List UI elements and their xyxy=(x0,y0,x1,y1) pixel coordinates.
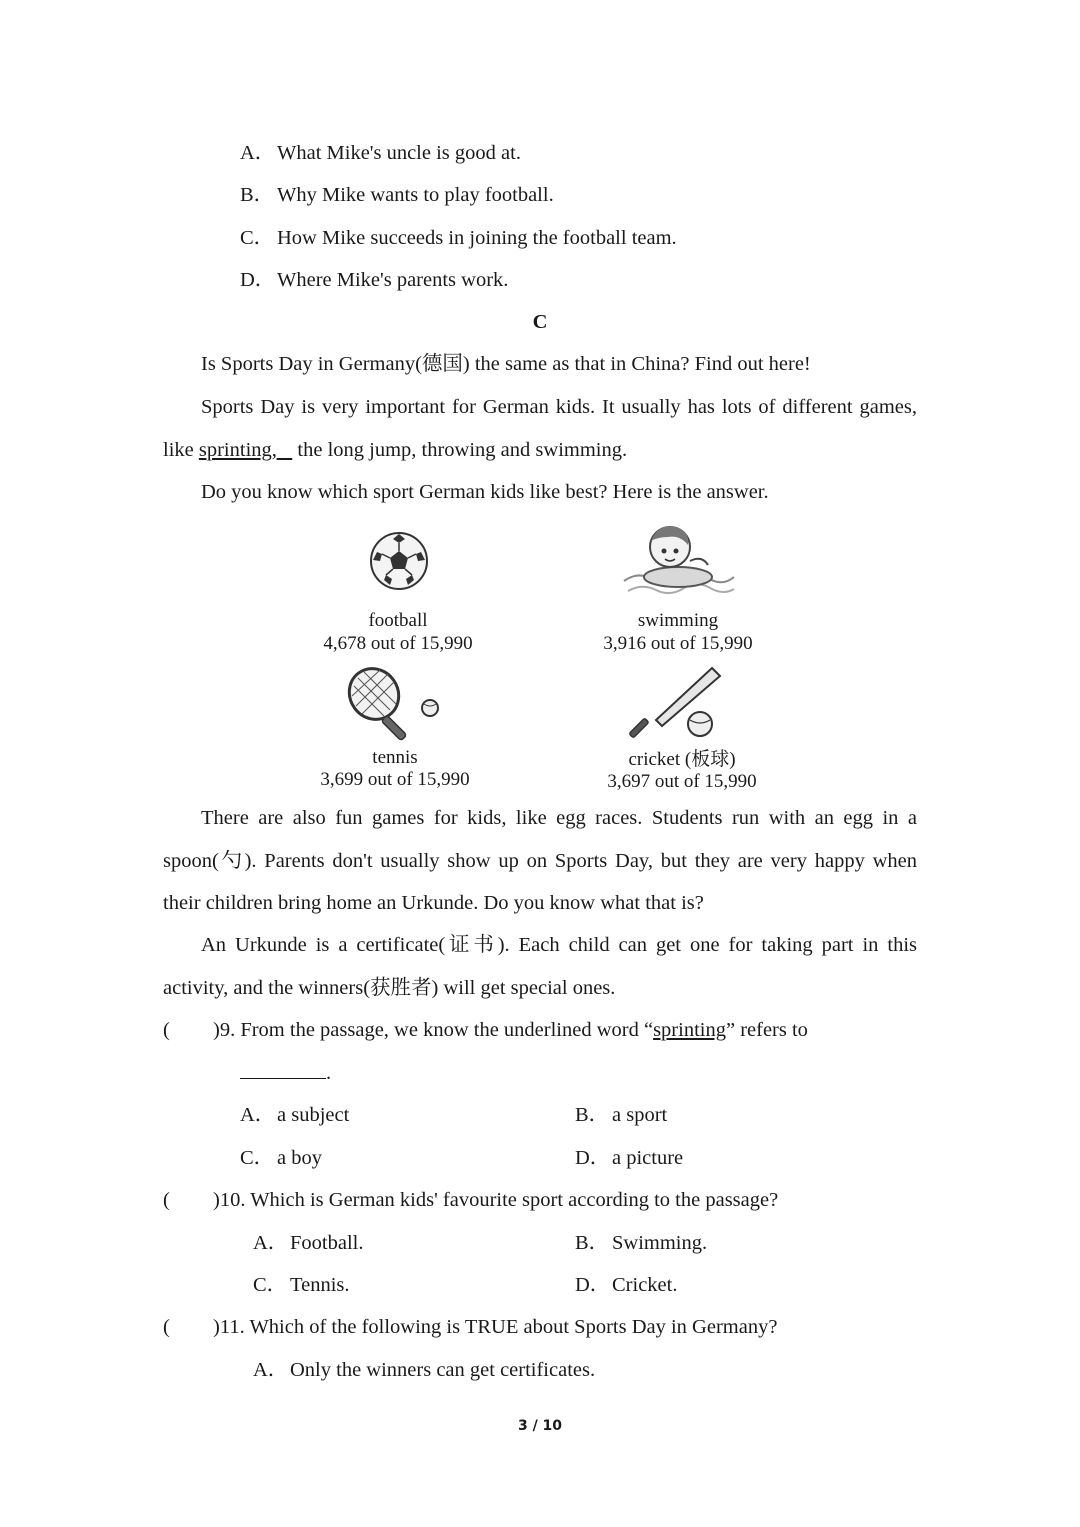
underlined-word-sprinting: sprinting, xyxy=(198,438,277,461)
q9-option-b: B． a sport xyxy=(575,1104,668,1126)
question-9: ( )9. From the passage, we know the underlined word “sprinting” refers to xyxy=(163,1019,808,1041)
swimming-icon xyxy=(618,515,740,605)
q11-option-a: A．Only the winners can get certificates. xyxy=(253,1359,596,1381)
prev-option-b: B． Why Mike wants to play football. xyxy=(240,184,554,206)
underlined-word-sprinting-ref: sprinting xyxy=(653,1019,726,1041)
prev-option-c: C． How Mike succeeds in joining the football team. xyxy=(240,227,677,249)
section-title: C xyxy=(532,311,548,333)
passage-paragraph-2: Sports Day is very important for German kids. It usually has lots of different games, like sprinting, the long jump, throwing and swimming. xyxy=(163,396,917,461)
passage-paragraph-4: There are also fun games for kids, like egg races. Students run with an egg in a spoon(勺). Parents don't usually show up on Sports Day, but they are very happy when their children bring home an Urkunde. Do you know what that is? xyxy=(163,807,917,914)
passage-paragraph-5: An Urkunde is a certificate(证书). Each child can get one for taking part in this activity, and the winners(获胜者) will get special ones. xyxy=(163,934,917,999)
question-11: ( )11. Which of the following is TRUE about Sports Day in Germany? xyxy=(163,1316,778,1338)
football-label: football xyxy=(368,610,428,631)
tennis-icon xyxy=(346,664,446,744)
q10-option-a: A．Football. xyxy=(253,1232,364,1254)
prev-option-a: A．What Mike's uncle is good at. xyxy=(240,142,521,164)
q9-option-a: A．a subject xyxy=(240,1104,350,1126)
q9-option-c: C． a boy xyxy=(240,1147,322,1169)
cricket-icon xyxy=(628,664,728,746)
passage-paragraph-1: Is Sports Day in Germany(德国) the same as that in China? Find out here! xyxy=(201,353,811,375)
q10-option-b: B． Swimming. xyxy=(575,1232,708,1254)
q10-option-c: C． Tennis. xyxy=(253,1274,350,1296)
swimming-label: swimming xyxy=(637,610,719,631)
football-icon xyxy=(368,530,430,592)
passage-paragraph-3: Do you know which sport German kids like best? Here is the answer. xyxy=(201,481,769,503)
cricket-label: cricket (板球) xyxy=(628,749,736,770)
prev-option-d: D．Where Mike's parents work. xyxy=(240,269,509,291)
question-10: ( )10. Which is German kids' favourite sport according to the passage? xyxy=(163,1189,779,1211)
football-count: 4,678 out of 15,990 xyxy=(323,633,473,654)
q9-option-d: D．a picture xyxy=(575,1147,684,1169)
cricket-count: 3,697 out of 15,990 xyxy=(607,771,757,792)
swimming-count: 3,916 out of 15,990 xyxy=(603,633,753,654)
page-number: 3 / 10 xyxy=(517,1418,563,1434)
q10-option-d: D．Cricket. xyxy=(575,1274,678,1296)
tennis-count: 3,699 out of 15,990 xyxy=(320,769,470,790)
tennis-label: tennis xyxy=(372,747,418,768)
question-9-answer-blank: . xyxy=(240,1060,331,1086)
